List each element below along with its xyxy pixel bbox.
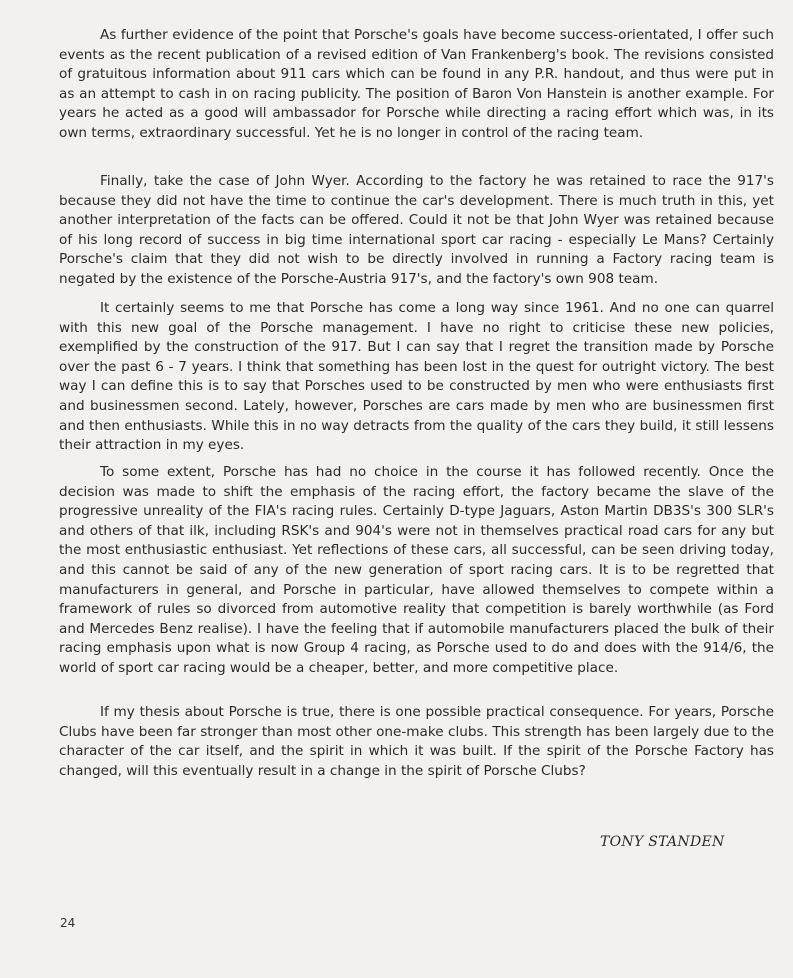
page-number: 24	[60, 916, 76, 930]
article-paragraph-2: Finally, take the case of John Wyer. According to the factory he was retained to race the 917's because they did not have the time to continue the car's development. There is much truth in this, yet another interpretation of the facts can be offered. Could it not be that John Wyer was retained because of his long record of success in big time international sport car racing - especially Le Mans? Certainly Porsche's claim that they did not wish to be directly involved in running a Factory racing team is negated by the existence of the Porsche-Austria 917's, and the factory's own 908 team.	[59, 173, 774, 287]
article-paragraph-3: It certainly seems to me that Porsche has come a long way since 1961. And no one can quarrel with this new goal of the Porsche management. I have no right to criticise these new policies, exemplified by the construction of the 917. But I can say that I regret the transition made by Porsche over the past 6 - 7 years. I think that something has been lost in the quest for outright victory. The best way I can define this is to say that Porsches used to be constructed by men who were enthusiasts first and businessmen second. Lately, however, Porsches are cars made by men who are businessmen first and then enthusiasts. While this in no way detracts from the quality of the cars they build, it still lessens their attraction in my eyes.	[59, 300, 774, 454]
article-paragraph-1: As further evidence of the point that Porsche's goals have become success-orientated, I offer such events as the recent publication of a revised edition of Van Frankenberg's book. The revisions consisted of gratuitous information about 911 cars which can be found in any P.R. handout, and thus were put in as an attempt to cash in on racing publicity. The position of Baron Von Hanstein is another example. For years he acted as a good will ambassador for Porsche while directing a racing effort which was, in its own terms, extraordinary successful. Yet he is no longer in control of the racing team.	[59, 27, 774, 141]
article-paragraph-5: If my thesis about Porsche is true, there is one possible practical consequence. For years, Porsche Clubs have been far stronger than most other one-make clubs. This strength has been largely due to the character of the car itself, and the spirit in which it was built. If the spirit of the Porsche Factory has changed, will this eventually result in a change in the spirit of Porsche Clubs?	[59, 704, 774, 779]
article-paragraph-4: To some extent, Porsche has had no choice in the course it has followed recently. Once the decision was made to shift the emphasis of the racing effort, the factory became the slave of the progressive unreality of the FIA's racing rules. Certainly D-type Jaguars, Aston Martin DB3S's 300 SLR's and others of that ilk, including RSK's and 904's were not in themselves practical road cars for any but the most enthusiastic enthusiast. Yet reflections of these cars, all successful, can be seen driving today, and this cannot be said of any of the new generation of sport racing cars. It is to be regretted that manufacturers in general, and Porsche in particular, have allowed themselves to compete within a framework of rules so divorced from automotive reality that competition is barely worthwhile (as Ford and Mercedes Benz realise). I have the feeling that if automobile manufacturers placed the bulk of their racing emphasis upon what is now Group 4 racing, as Porsche used to do and does with the 914/6, the world of sport car racing would be a cheaper, better, and more competitive place.	[59, 464, 774, 676]
author-signature: TONY STANDEN	[600, 834, 725, 850]
